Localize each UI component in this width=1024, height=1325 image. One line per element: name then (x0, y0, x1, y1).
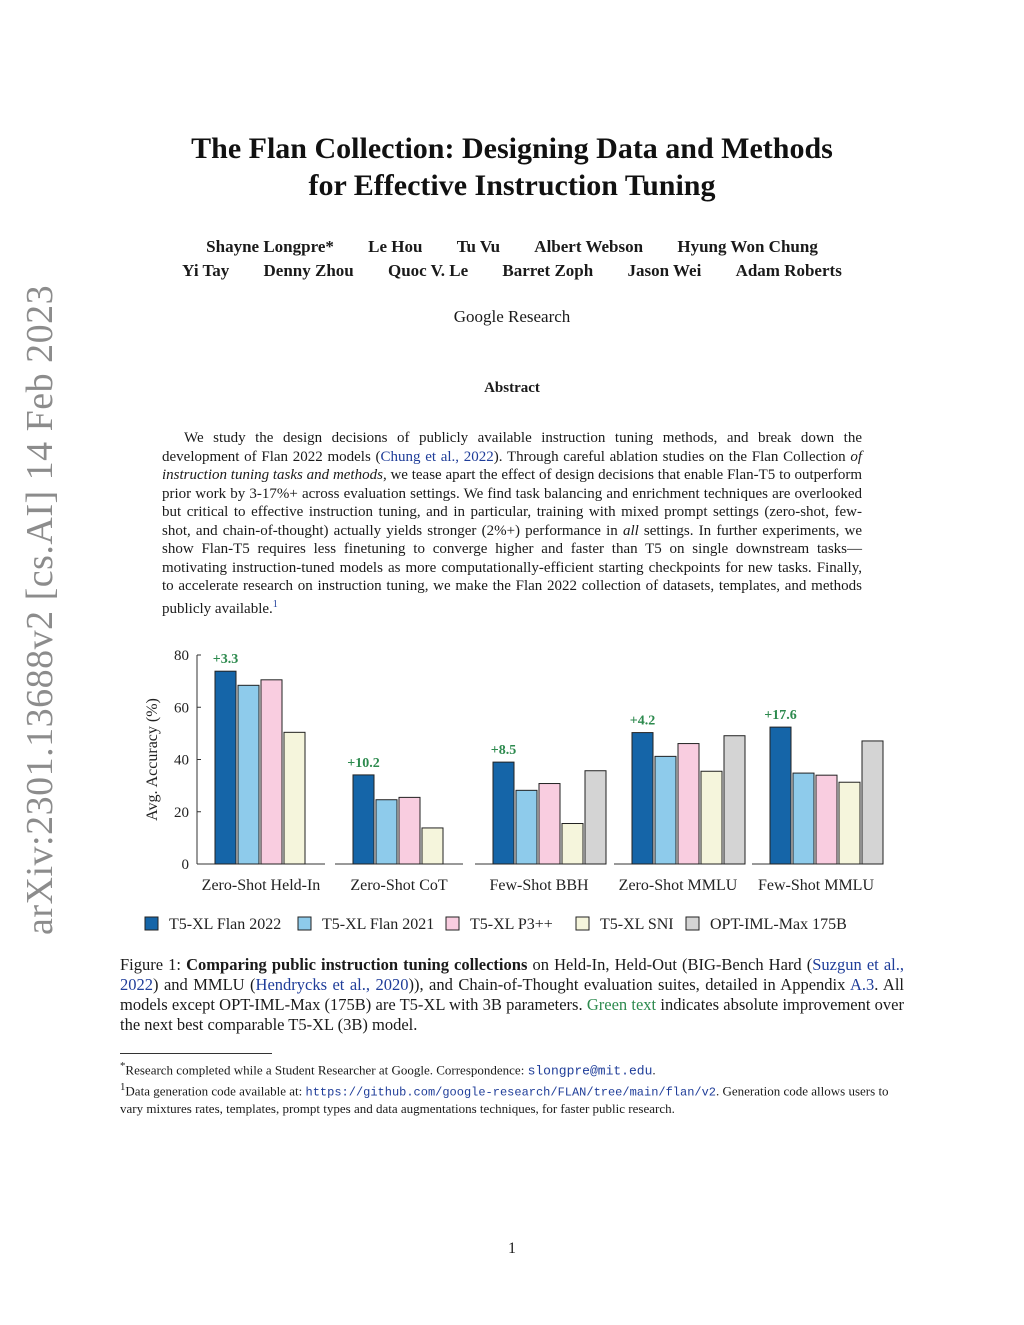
legend-label: T5-XL Flan 2021 (322, 916, 435, 933)
bar-sni (284, 732, 305, 864)
y-tick-label: 80 (174, 648, 189, 664)
bar-flan2021 (238, 685, 259, 864)
bar-chart-plot (144, 648, 883, 933)
author: Jason Wei (627, 261, 702, 280)
footnote-1 (120, 1058, 904, 1079)
caption-text: . All models except OPT-IML-Max (175B) are T5-XL with 3B parameters. (120, 975, 904, 1014)
url-link[interactable]: https://github.com/google-research/FLAN/tree/main/flan/v2 (305, 1085, 716, 1100)
legend-label: T5-XL Flan 2022 (169, 916, 282, 933)
bar-p3 (678, 744, 699, 864)
author: Yi Tay (182, 261, 230, 280)
bar-p3 (539, 784, 560, 864)
footnote-mark: * (120, 1060, 126, 1072)
authors-row-1 (0, 237, 1024, 257)
footnote-text: . Generation code allows users to vary mixtures rates, templates, prompt types and data augmentations techniques, for faster public research. (120, 1083, 889, 1116)
abstract-italic: all (622, 522, 639, 539)
email-link[interactable]: slongpre@mit.edu (527, 1063, 653, 1079)
caption-label: Figure 1: (120, 955, 187, 974)
legend-label: OPT-IML-Max 175B (710, 916, 847, 933)
author: Hyung Won Chung (677, 237, 818, 256)
abstract-text: , we tease apart the effect of design decisions that enable Flan-T5 to outperform prior work by 3-17%+ across evaluation settings. We find task balancing and enrichment techniques are overlooked but critical to effective instruction tuning, and in particular, training with mixed prompt settings (zero-shot, few-shot, and chain-of-thought) actually yields stronger (2%+) performance in (162, 467, 862, 539)
caption-text: )), and Chain-of-Thought evaluation suites, detailed in Appendix (408, 975, 850, 994)
author: Adam Roberts (735, 261, 842, 280)
improvement-label: +8.5 (490, 743, 517, 759)
footnote-marker[interactable]: 1 (272, 598, 278, 610)
bar-p3 (261, 680, 282, 864)
appendix-link[interactable]: A.3 (849, 975, 875, 994)
improvement-label: +17.6 (764, 708, 797, 724)
legend-swatch-flan2022 (145, 917, 158, 930)
caption-bold: Comparing public instruction tuning collections (186, 955, 528, 974)
bar-opt (585, 771, 606, 864)
abstract-body (162, 429, 862, 618)
bar-flan2021 (793, 773, 814, 864)
author: Le Hou (368, 237, 423, 256)
bar-sni (839, 782, 860, 864)
legend-swatch-opt (686, 917, 699, 930)
caption-text: on Held-In, Held-Out (BIG-Bench Hard ( (527, 955, 813, 974)
legend-swatch-flan2021 (298, 917, 311, 930)
page-number: 1 (508, 1240, 516, 1257)
title-line-1: The Flan Collection: Designing Data and Methods (191, 132, 833, 165)
improvement-label: +3.3 (212, 652, 239, 668)
authors-row-2 (0, 261, 1024, 281)
author: Shayne Longpre* (206, 237, 334, 256)
bar-flan2022 (770, 727, 791, 864)
y-tick-label: 0 (181, 857, 189, 873)
paper-title (0, 130, 1024, 204)
abstract-text: We study the design decisions of publicly available instruction tuning methods, and break down the development of Flan 2022 models ( (162, 430, 862, 465)
bar-flan2022 (353, 775, 374, 864)
abstract-text: ). Through careful ablation studies on the Flan Collection (493, 448, 851, 465)
improvement-label: +4.2 (629, 713, 656, 729)
legend-label: T5-XL P3++ (470, 916, 553, 933)
affiliation: Google Research (453, 307, 571, 326)
author: Barret Zoph (502, 261, 594, 280)
footnote-divider (120, 1053, 272, 1054)
bar-flan2021 (516, 790, 537, 864)
bar-sni (701, 771, 722, 864)
bar-opt (862, 741, 883, 864)
x-category-label: Zero-Shot Held-In (201, 877, 321, 894)
figure-1-chart (130, 640, 900, 945)
footnotes (120, 1058, 904, 1117)
bar-opt (724, 736, 745, 864)
x-category-label: Zero-Shot CoT (350, 877, 448, 894)
caption-green-text: Green text (586, 995, 657, 1014)
bar-sni (562, 824, 583, 864)
abstract-italic: of instruction tuning tasks and methods (162, 448, 863, 483)
arxiv-identifier: arXiv:2301.13688v2 [cs.AI] 14 Feb 2023 (19, 284, 61, 935)
bar-flan2021 (376, 800, 397, 864)
footnote-text: Data generation code available at: (125, 1083, 306, 1099)
legend-label: T5-XL SNI (600, 916, 674, 933)
abstract-text: settings. In further experiments, we show Flan-T5 requires less finetuning to converge higher and faster than T5 on single downstream tasks—motivating instruction-tuned models as more computationally-efficient starting checkpoints for new tasks. Finally, to accelerate research on instruction tuning, we make the Flan 2022 collection of datasets, templates, and methods publicly available. (162, 522, 862, 617)
footnote-text: Research completed while a Student Researcher at Google. Correspondence: (125, 1062, 528, 1078)
footnote-text: . (652, 1062, 656, 1078)
abstract-heading: Abstract (484, 380, 540, 396)
y-tick-label: 60 (174, 700, 189, 717)
footnote-2 (120, 1079, 904, 1116)
improvement-label: +10.2 (347, 755, 380, 771)
citation-link[interactable]: Suzgun et al., 2022 (120, 955, 905, 994)
bar-sni (422, 828, 443, 864)
y-axis-label: Avg. Accuracy (%) (144, 698, 161, 821)
bar-flan2021 (655, 756, 676, 864)
y-tick-label: 40 (174, 752, 189, 769)
figure-caption (120, 955, 904, 1035)
author: Quoc V. Le (388, 261, 469, 280)
y-tick-label: 20 (174, 804, 189, 821)
author: Tu Vu (456, 237, 501, 256)
x-category-label: Few-Shot BBH (489, 877, 589, 894)
author: Albert Webson (534, 237, 644, 256)
bar-flan2022 (215, 671, 236, 864)
bar-flan2022 (493, 762, 514, 864)
x-category-label: Few-Shot MMLU (757, 877, 875, 894)
title-line-2: for Effective Instruction Tuning (308, 169, 716, 202)
citation-link[interactable]: Chung et al., 2022 (380, 448, 494, 465)
legend-swatch-p3 (446, 917, 459, 930)
bar-p3 (816, 775, 837, 864)
footnote-mark: 1 (120, 1081, 126, 1094)
x-category-label: Zero-Shot MMLU (618, 877, 738, 894)
author: Denny Zhou (263, 261, 354, 280)
citation-link[interactable]: Hendrycks et al., 2020 (255, 975, 409, 994)
caption-text: ) and MMLU ( (153, 975, 256, 994)
bar-p3 (399, 797, 420, 864)
caption-text: indicates absolute improvement over the next best comparable T5-XL (3B) model. (120, 995, 905, 1034)
bar-flan2022 (632, 733, 653, 864)
legend-swatch-sni (576, 917, 589, 930)
